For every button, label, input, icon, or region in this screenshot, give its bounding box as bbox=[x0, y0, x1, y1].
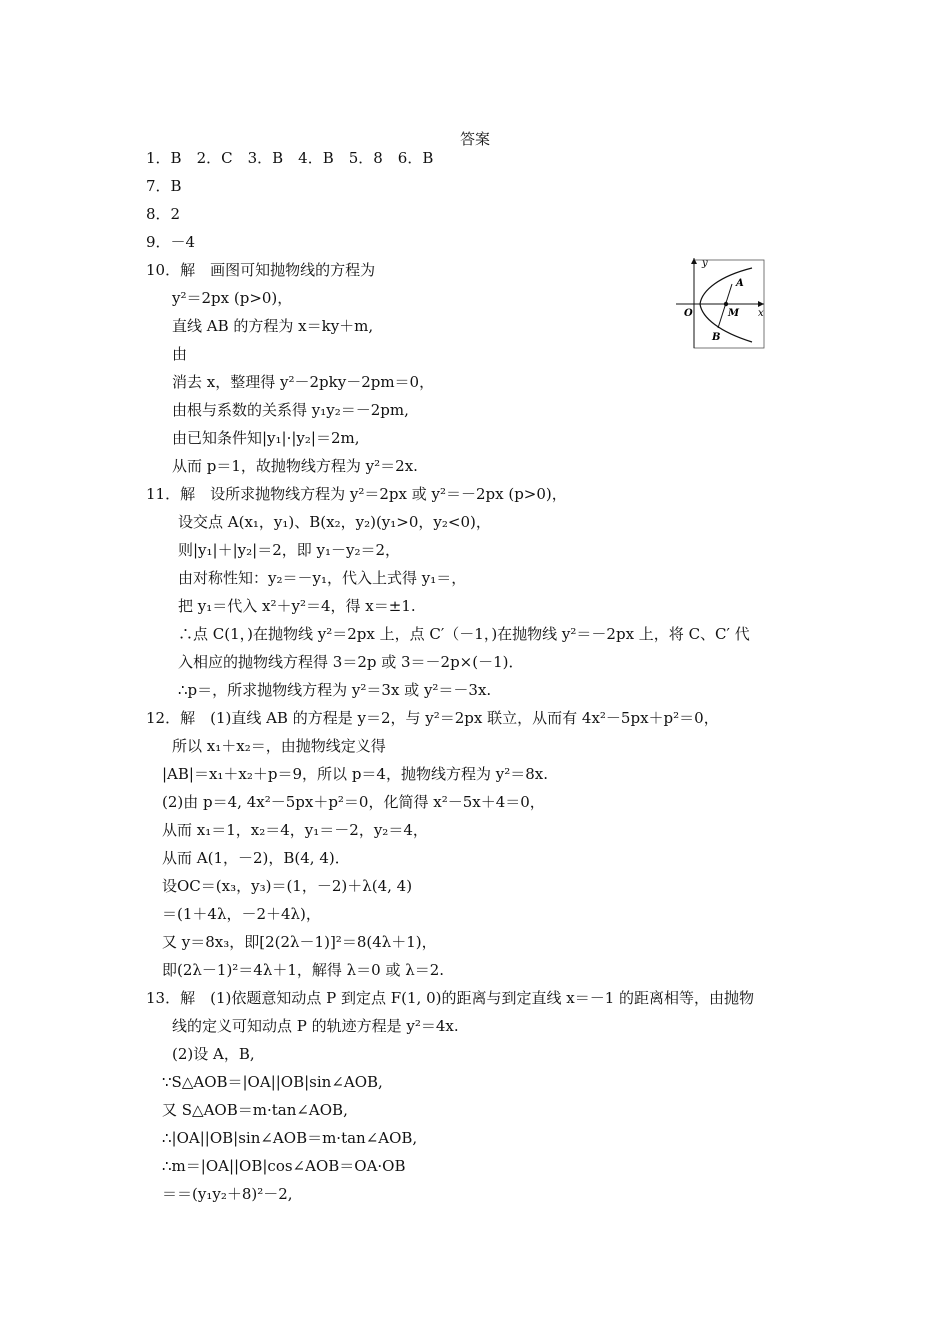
answer-line: 由 bbox=[172, 345, 188, 363]
answer-line: ∴m＝|OA||OB|cos∠AOB＝OA·OB bbox=[162, 1157, 406, 1175]
answer-line: 所以 x₁＋x₂＝，由抛物线定义得 bbox=[172, 737, 386, 755]
answer-line: 又 S△AOB＝m·tan∠AOB, bbox=[162, 1101, 348, 1119]
answer-line: 9．－4 bbox=[146, 233, 196, 251]
answer-line: 即(2λ－1)²＝4λ＋1，解得 λ＝0 或 λ＝2. bbox=[162, 961, 445, 979]
answer-line: y²＝2px (p>0)， bbox=[172, 289, 293, 307]
answer-line: ∴|OA||OB|sin∠AOB＝m·tan∠AOB, bbox=[162, 1129, 418, 1147]
label-a: A bbox=[736, 278, 744, 289]
chord-ab bbox=[718, 284, 732, 328]
answer-line: 13．解 (1)依题意知动点 P 到定点 F(1, 0)的距离与到定直线 x＝－1 的距离相等，由抛物 bbox=[146, 989, 755, 1007]
answer-line: 从而 p＝1，故抛物线方程为 y²＝2x. bbox=[172, 457, 418, 475]
answer-line: |AB|＝x₁＋x₂＋p＝9，所以 p＝4，抛物线方程为 y²＝8x. bbox=[162, 765, 548, 783]
answer-line: ＝＝(y₁y₂＋8)²－2, bbox=[162, 1185, 293, 1203]
label-y: y bbox=[702, 258, 708, 269]
y-axis-arrow bbox=[691, 258, 697, 264]
label-x: x bbox=[758, 308, 764, 319]
answer-line: 12．解 (1)直线 AB 的方程是 y＝2，与 y²＝2px 联立，从而有 4x²－5px＋p²＝0， bbox=[146, 709, 719, 727]
answer-line: 8．2 bbox=[146, 205, 181, 223]
label-m: M bbox=[728, 308, 740, 319]
answer-line: 又 y＝8x₃，即[2(2λ－1)]²＝8(4λ＋1)， bbox=[162, 933, 437, 951]
answer-line: 11．解 设所求抛物线方程为 y²＝2px 或 y²＝－2px (p>0)， bbox=[146, 485, 567, 503]
answer-line: 入相应的抛物线方程得 3＝2p 或 3＝－2p×(－1)． bbox=[178, 653, 524, 671]
answer-line: 则|y₁|＋|y₂|＝2，即 y₁－y₂＝2， bbox=[178, 541, 401, 559]
answer-line: 由对称性知：y₂＝－y₁，代入上式得 y₁＝， bbox=[178, 569, 467, 587]
answer-line: 由根与系数的关系得 y₁y₂＝－2pm, bbox=[172, 401, 409, 419]
x-axis-arrow bbox=[758, 301, 764, 307]
parabola-diagram bbox=[674, 256, 774, 350]
answer-line: 由已知条件知|y₁|·|y₂|＝2m, bbox=[172, 429, 360, 447]
label-b: B bbox=[712, 332, 721, 343]
page-title: 答案 bbox=[459, 130, 490, 148]
point-m bbox=[724, 302, 728, 306]
label-o: O bbox=[684, 308, 693, 319]
answer-line: 10．解 画图可知抛物线的方程为 bbox=[146, 261, 376, 279]
answer-line: 从而 x₁＝1，x₂＝4，y₁＝－2，y₂＝4， bbox=[162, 821, 428, 839]
answer-line: 7．B bbox=[146, 177, 182, 195]
answer-line: 线的定义可知动点 P 的轨迹方程是 y²＝4x. bbox=[172, 1017, 459, 1035]
answer-line: ∵S△AOB＝|OA||OB|sin∠AOB, bbox=[162, 1073, 383, 1091]
answer-line: 设OC＝(x₃，y₃)＝(1，－2)＋λ(4, 4) bbox=[162, 877, 413, 895]
answer-line: ＝(1＋4λ，－2＋4λ)， bbox=[162, 905, 321, 923]
answer-line: 把 y₁＝代入 x²＋y²＝4，得 x＝±1. bbox=[178, 597, 416, 615]
answer-line: ∴p＝，所求抛物线方程为 y²＝3x 或 y²＝－3x. bbox=[178, 681, 492, 699]
answer-line: (2)由 p＝4, 4x²－5px＋p²＝0，化简得 x²－5x＋4＝0， bbox=[162, 793, 545, 811]
answer-line: 直线 AB 的方程为 x＝ky＋m, bbox=[172, 317, 374, 335]
answer-line: (2)设 A，B, bbox=[172, 1045, 255, 1063]
answer-line: 消去 x，整理得 y²－2pky－2pm＝0， bbox=[172, 373, 435, 391]
answer-line: 设交点 A(x₁，y₁)、B(x₂，y₂)(y₁>0，y₂<0)， bbox=[178, 513, 491, 531]
answer-line: 1．B 2．C 3．B 4．B 5．8 6．B bbox=[146, 149, 434, 167]
answer-line: 从而 A(1，－2)，B(4, 4)． bbox=[162, 849, 350, 867]
answer-line: ∴点 C(1，)在抛物线 y²＝2px 上，点 C′（－1，)在抛物线 y²＝－2px 上，将 C、C′ 代 bbox=[178, 625, 750, 643]
